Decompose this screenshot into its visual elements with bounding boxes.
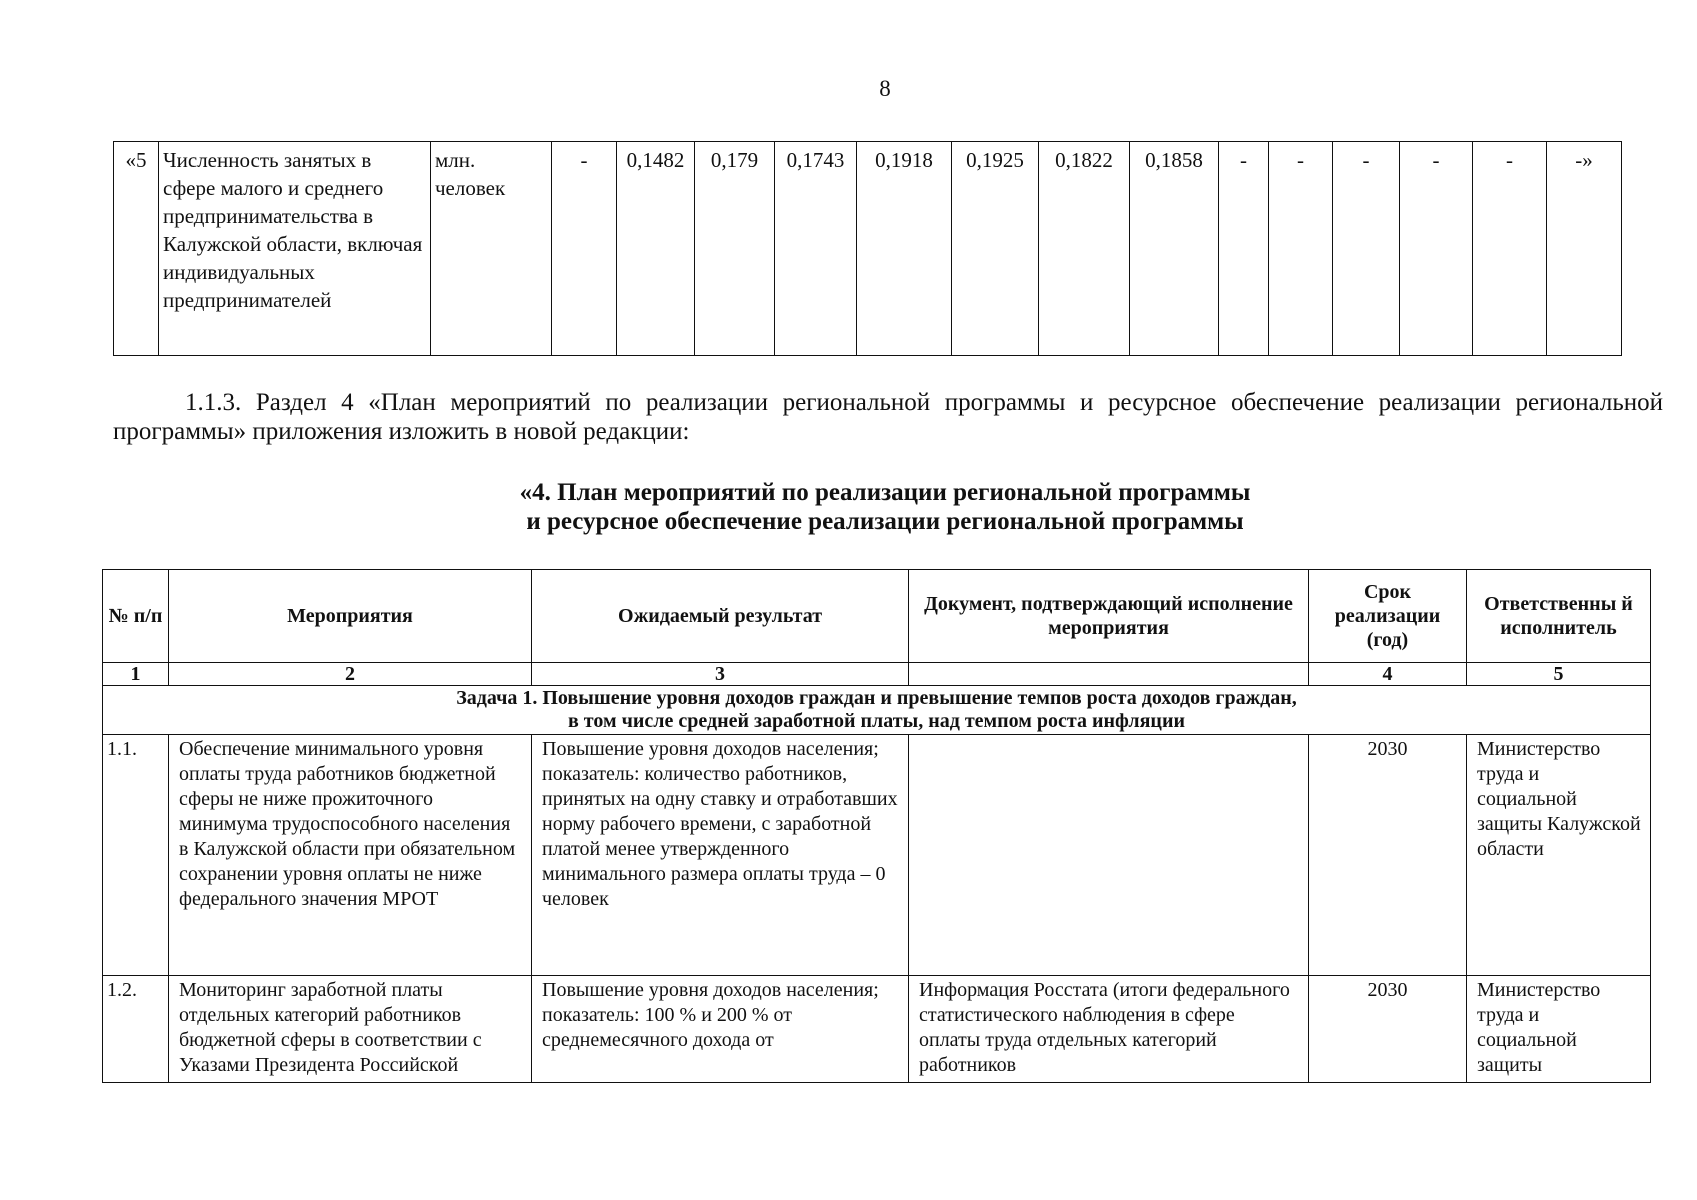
indicator-value: 0,1918	[857, 142, 952, 356]
task-title-line: Задача 1. Повышение уровня доходов граждан и превышение темпов роста доходов граждан,	[456, 687, 1297, 709]
header-result: Ожидаемый результат	[532, 570, 909, 663]
indicator-value: -	[1333, 142, 1400, 356]
task-title	[103, 686, 1651, 735]
indicator-value: 0,1858	[1130, 142, 1219, 356]
result-cell: Повышение уровня доходов населения; показатель: количество работников, принятых на одну ставку и отработавших норму рабочего времени, с заработной платой менее утвержденного минимального размера оплаты труда – 0 человек	[532, 735, 909, 976]
indicator-name: Численность занятых в сфере малого и среднего предпринимательства в Калужской области, включая индивидуальных предпринимателей	[159, 142, 431, 356]
indicator-value: -	[1473, 142, 1547, 356]
indicator-value: -	[1269, 142, 1333, 356]
column-number: 4	[1309, 663, 1467, 686]
table-header-row	[103, 570, 1651, 663]
header-num: № п/п	[103, 570, 169, 663]
document-cell	[909, 735, 1309, 976]
action-plan-table	[102, 569, 1651, 1083]
activity-cell: Мониторинг заработной платы отдельных категорий работников бюджетной сферы в соответствии с Указами Президента Российской	[169, 976, 532, 1083]
page-number: 8	[879, 76, 891, 101]
indicator-value: -»	[1547, 142, 1622, 356]
section-heading-line: и ресурсное обеспечение реализации региональной программы	[526, 508, 1244, 535]
header-document: Документ, подтверждающий исполнение мероприятия	[909, 570, 1309, 663]
task-row	[103, 686, 1651, 735]
document-cell: Информация Росстата (итоги федерального статистического наблюдения в сфере оплаты труда отдельных категорий работников	[909, 976, 1309, 1083]
indicator-value: 0,1482	[617, 142, 695, 356]
section-heading	[0, 478, 1697, 536]
column-number	[909, 663, 1309, 686]
indicator-value: 0,1925	[952, 142, 1039, 356]
term-cell: 2030	[1309, 976, 1467, 1083]
column-number: 1	[103, 663, 169, 686]
result-cell: Повышение уровня доходов населения; показатель: 100 % и 200 % от среднемесячного дохода от	[532, 976, 909, 1083]
amendment-text: 1.1.3. Раздел 4 «План мероприятий по реализации региональной программы и ресурсное обеспечение реализации региональной программы» приложения изложить в новой редакции:	[113, 389, 1663, 445]
row-number: 1.2.	[103, 976, 169, 1083]
section-heading-line: «4. План мероприятий по реализации региональной программы	[519, 479, 1251, 506]
indicator-value: 0,1743	[775, 142, 857, 356]
header-term: Срок реализации (год)	[1309, 570, 1467, 663]
activity-cell: Обеспечение минимального уровня оплаты труда работников бюджетной сферы не ниже прожиточного минимума трудоспособного населения в Калужской области при обязательном сохранении уровня оплаты не ниже федерального значения МРОТ	[169, 735, 532, 976]
column-numbers-row	[103, 663, 1651, 686]
column-number: 5	[1467, 663, 1651, 686]
indicator-value: -	[552, 142, 617, 356]
responsible-cell: Министерство труда и социальной защиты Калужской области	[1467, 735, 1651, 976]
indicator-row	[114, 142, 1622, 356]
indicator-unit: млн. человек	[431, 142, 552, 356]
header-responsible: Ответственны й исполнитель	[1467, 570, 1651, 663]
term-cell: 2030	[1309, 735, 1467, 976]
indicator-value: -	[1219, 142, 1269, 356]
indicator-table	[113, 141, 1622, 356]
table-row	[103, 735, 1651, 976]
responsible-cell: Министерство труда и социальной защиты	[1467, 976, 1651, 1083]
indicator-value: 0,179	[695, 142, 775, 356]
indicator-value: -	[1400, 142, 1473, 356]
row-number: 1.1.	[103, 735, 169, 976]
header-activity: Мероприятия	[169, 570, 532, 663]
amendment-paragraph	[113, 388, 1663, 446]
table-row	[103, 976, 1651, 1083]
indicator-value: 0,1822	[1039, 142, 1130, 356]
row-number: «5	[114, 142, 159, 356]
task-title-line: в том числе средней заработной платы, над темпом роста инфляции	[567, 710, 1185, 732]
column-number: 3	[532, 663, 909, 686]
column-number: 2	[169, 663, 532, 686]
